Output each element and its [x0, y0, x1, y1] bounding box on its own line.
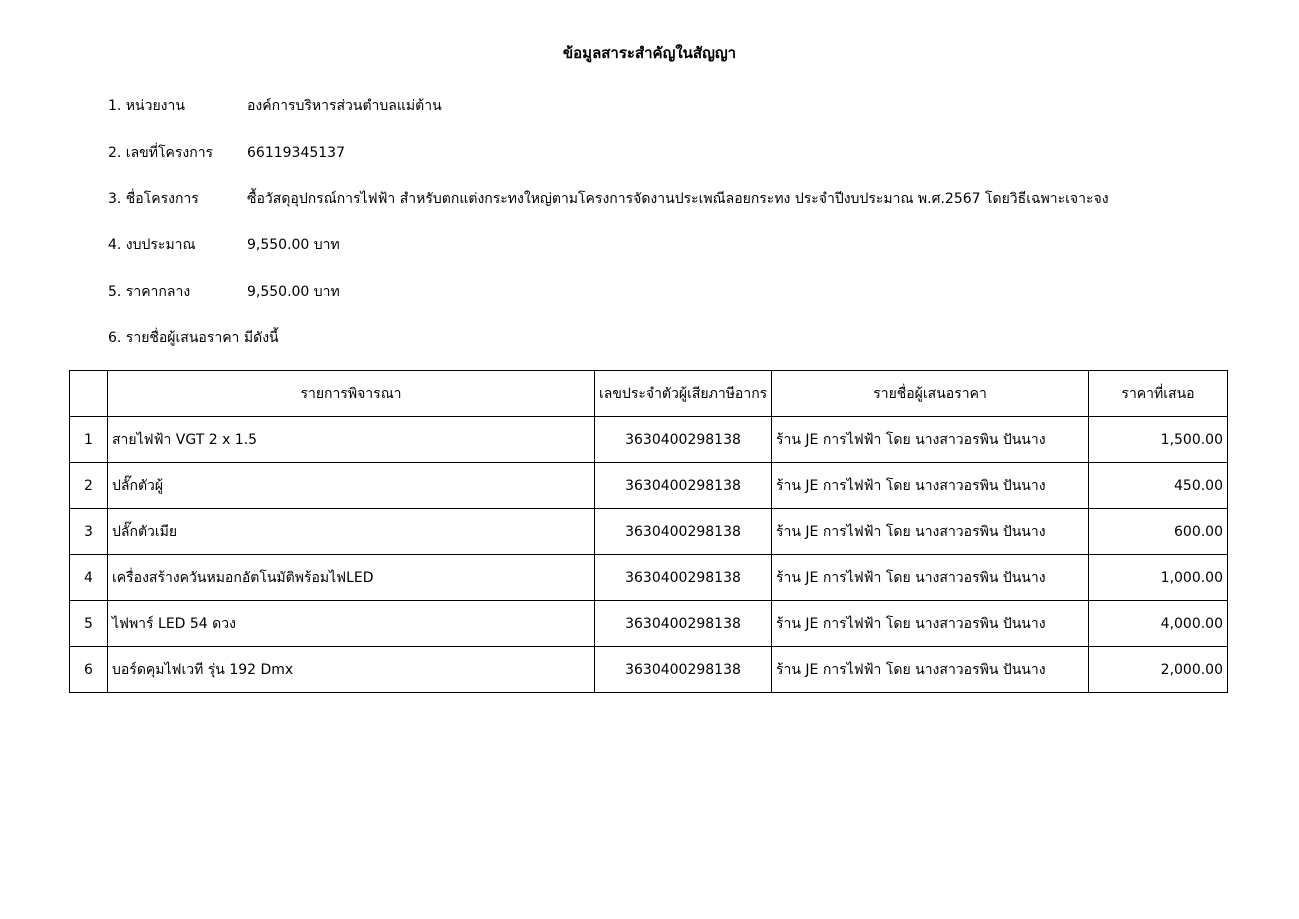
row-number: 1 [70, 417, 108, 463]
row-price: 4,000.00 [1089, 601, 1228, 647]
info-value: 9,550.00 บาท [247, 237, 340, 253]
info-value: 9,550.00 บาท [247, 284, 340, 300]
table-row [70, 509, 1228, 555]
header-tax-id: เลขประจำตัวผู้เสียภาษีอากร [595, 371, 772, 417]
row-tax-id: 3630400298138 [595, 555, 772, 601]
row-item: เครื่องสร้างควันหมอกอัตโนมัติพร้อมไฟLED [108, 555, 595, 601]
row-number: 2 [70, 463, 108, 509]
row-number: 4 [70, 555, 108, 601]
info-label: 2. เลขที่โครงการ [108, 145, 214, 161]
table-row [70, 417, 1228, 463]
info-value: ซื้อวัสดุอุปกรณ์การไฟฟ้า สำหรับตกแต่งกระทงใหญ่ตามโครงการจัดงานประเพณีลอยกระทง ประจำปีงบประมาณ พ.ศ.2567 โดยวิธีเฉพาะเจาะจง [247, 191, 1109, 207]
row-bidder: ร้าน JE การไฟฟ้า โดย นางสาวอรพิน ปันนาง [772, 463, 1089, 509]
row-price: 600.00 [1089, 509, 1228, 555]
row-item: ปลั๊กตัวเมีย [108, 509, 595, 555]
row-number: 5 [70, 601, 108, 647]
header-number [70, 371, 108, 417]
row-tax-id: 3630400298138 [595, 463, 772, 509]
table-row [70, 463, 1228, 509]
header-price: ราคาที่เสนอ [1089, 371, 1228, 417]
header-bidder: รายชื่อผู้เสนอราคา [772, 371, 1089, 417]
row-bidder: ร้าน JE การไฟฟ้า โดย นางสาวอรพิน ปันนาง [772, 509, 1089, 555]
row-bidder: ร้าน JE การไฟฟ้า โดย นางสาวอรพิน ปันนาง [772, 417, 1089, 463]
row-tax-id: 3630400298138 [595, 417, 772, 463]
row-price: 1,500.00 [1089, 417, 1228, 463]
row-item: สายไฟฟ้า VGT 2 x 1.5 [108, 417, 595, 463]
row-item: ปลั๊กตัวผู้ [108, 463, 595, 509]
table-row [70, 647, 1228, 693]
table-row [70, 601, 1228, 647]
row-price: 1,000.00 [1089, 555, 1228, 601]
row-tax-id: 3630400298138 [595, 509, 772, 555]
row-bidder: ร้าน JE การไฟฟ้า โดย นางสาวอรพิน ปันนาง [772, 601, 1089, 647]
info-label: 3. ชื่อโครงการ [108, 191, 199, 207]
row-price: 2,000.00 [1089, 647, 1228, 693]
document-title: ข้อมูลสาระสำคัญในสัญญา [562, 44, 737, 62]
row-number: 3 [70, 509, 108, 555]
row-bidder: ร้าน JE การไฟฟ้า โดย นางสาวอรพิน ปันนาง [772, 647, 1089, 693]
info-label: 4. งบประมาณ [108, 237, 196, 253]
bid-table [69, 370, 1228, 693]
info-label: 1. หน่วยงาน [108, 98, 185, 114]
row-price: 450.00 [1089, 463, 1228, 509]
row-tax-id: 3630400298138 [595, 647, 772, 693]
row-item: บอร์ดคุมไฟเวที รุ่น 192 Dmx [108, 647, 595, 693]
info-value: องค์การบริหารส่วนตำบลแม่ต้าน [247, 98, 442, 114]
table-header-row [70, 371, 1228, 417]
header-item: รายการพิจารณา [108, 371, 595, 417]
info-label: 6. รายชื่อผู้เสนอราคา มีดังนี้ [108, 330, 279, 346]
info-label: 5. ราคากลาง [108, 284, 191, 300]
row-item: ไฟพาร์ LED 54 ดวง [108, 601, 595, 647]
info-value: 66119345137 [247, 145, 345, 161]
row-tax-id: 3630400298138 [595, 601, 772, 647]
row-bidder: ร้าน JE การไฟฟ้า โดย นางสาวอรพิน ปันนาง [772, 555, 1089, 601]
table-row [70, 555, 1228, 601]
row-number: 6 [70, 647, 108, 693]
